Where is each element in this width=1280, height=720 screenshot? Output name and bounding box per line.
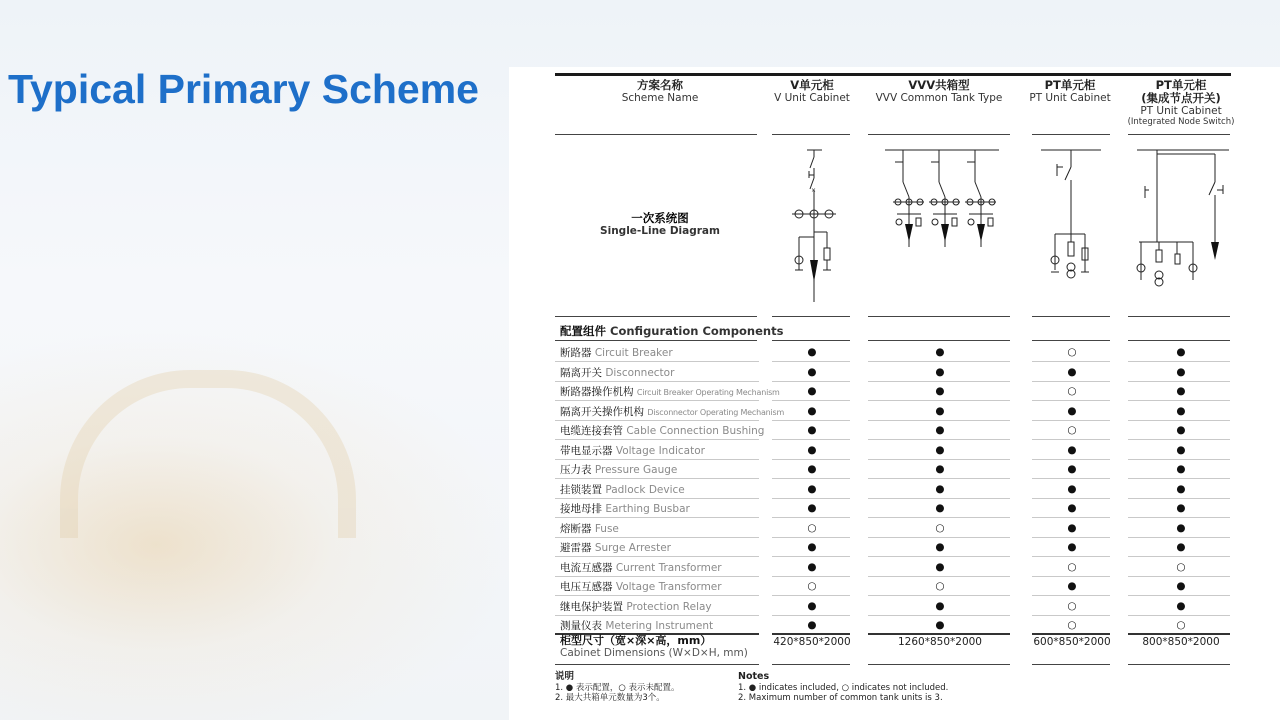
mark-col-4: ● [1176,580,1186,592]
table-row [509,362,1280,381]
row-separator [555,498,759,499]
config-heading-cn: 配置组件 [560,324,606,338]
dimension-value: 600*850*2000 [1033,636,1111,648]
svg-text:×: × [811,187,817,194]
row-separator [1128,439,1230,440]
mark-col-4: ● [1176,599,1186,612]
mark-col-1: ● [807,619,817,631]
notes-cn-item: 2. 最大共箱单元数量为3个。 [555,693,665,703]
notes-cn-item: 1. ● 表示配置，○ 表示未配置。 [555,683,680,693]
mark-col-2: ● [935,385,945,397]
notes-en-item: 1. ● indicates included, ○ indicates not included. [738,683,949,693]
header-col-v-unit [767,79,857,104]
row-label-cn: 熔断器 [560,522,592,535]
mark-col-1: ● [807,385,817,397]
mark-col-2: ● [935,424,945,436]
row-separator [868,517,1010,518]
row-label [560,423,764,438]
table-row [509,537,1280,556]
table-row [509,440,1280,459]
header-col-en: V Unit Cabinet [774,92,850,104]
row-separator [772,576,850,577]
mark-col-3: ● [1067,541,1077,553]
row-separator [868,537,1010,538]
row-label-en: Voltage Transformer [615,581,722,593]
row-label-en: Earthing Busbar [605,503,690,515]
header-scheme-name-cn: 方案名称 [637,78,683,92]
header-underline [1032,134,1110,135]
mark-col-4: ● [1176,404,1186,417]
table-row [509,479,1280,498]
row-separator [555,478,759,479]
mark-col-3: ○ [1067,346,1077,358]
row-label-cn: 电流互感器 [560,561,613,574]
row-label-cn: 接地母排 [560,503,602,515]
mark-col-3: ● [1067,521,1077,534]
row-label-cn: 继电保护装置 [560,600,623,613]
row-separator [868,361,1010,362]
mark-col-1: ● [807,463,817,475]
row-label [560,462,677,477]
row-separator [772,381,850,382]
mark-col-3: ● [1067,580,1077,592]
row-separator [1128,576,1230,577]
row-label-cn: 断路器 [560,347,592,359]
dimensions-underline [1128,664,1230,665]
header-col-en: PT Unit Cabinet [1029,92,1111,104]
config-heading-en: Configuration Components [610,324,784,338]
mark-col-1: ● [807,599,817,612]
notes-en [738,672,948,703]
header-underline [772,134,850,135]
mark-col-2: ● [935,619,945,631]
row-separator [1128,381,1230,382]
row-separator [555,517,759,518]
row-separator [868,498,1010,499]
row-label-cn: 电压互感器 [560,581,613,593]
row-label [560,540,671,555]
mark-col-2: ○ [935,580,945,592]
row-label [560,560,722,575]
row-label-en: Pressure Gauge [594,464,678,476]
mark-col-1: ● [807,541,817,553]
row-separator [772,517,850,518]
row-separator [772,439,850,440]
mark-col-1: ● [807,404,817,417]
single-line-diagram-label [555,211,765,237]
row-label [560,443,705,458]
table-row [509,342,1280,361]
row-separator [1128,615,1230,616]
row-separator [772,400,850,401]
row-separator [555,556,759,557]
row-label-cn: 隔离开关操作机构 [560,405,644,418]
row-label-cn: 断路器操作机构 [560,386,634,398]
diagram-underline [555,316,757,317]
dimensions-label-en: Cabinet Dimensions (W×D×H, mm) [560,647,748,659]
mark-col-4: ○ [1176,560,1186,573]
row-separator [1128,556,1230,557]
row-label-cn: 带电显示器 [560,444,613,457]
header-scheme-name [555,79,765,104]
config-underline [772,340,850,341]
row-label [560,404,784,419]
table-row [509,557,1280,576]
row-separator [1032,498,1110,499]
table-row [509,576,1280,595]
row-separator [1032,517,1110,518]
row-separator [772,595,850,596]
page-title: Typical Primary Scheme [8,66,479,112]
row-separator [1128,459,1230,460]
mark-col-4: ● [1176,365,1186,378]
mark-col-3: ○ [1067,385,1077,397]
row-label [560,618,713,633]
row-separator [555,595,759,596]
mark-col-3: ● [1067,365,1077,378]
row-separator [555,459,759,460]
dimensions-underline [868,664,1010,665]
row-separator [555,400,759,401]
mark-col-4: ● [1176,424,1186,436]
row-separator [555,420,759,421]
row-label [560,345,673,360]
mark-col-2: ● [935,482,945,495]
notes-cn [555,672,680,703]
row-separator [1032,361,1110,362]
row-separator [868,459,1010,460]
mark-col-3: ○ [1067,599,1077,612]
row-label-en: Protection Relay [626,600,712,613]
row-label-cn: 避雷器 [560,542,592,554]
config-underline [1032,340,1110,341]
mark-col-2: ● [935,599,945,612]
config-underline [555,340,757,341]
row-separator [555,381,759,382]
sld-label-cn: 一次系统图 [631,211,689,225]
row-separator [1032,400,1110,401]
row-separator [555,615,759,616]
row-label [560,599,712,614]
row-separator [772,537,850,538]
row-separator [772,498,850,499]
mark-col-1: ● [807,482,817,495]
row-separator [1032,478,1110,479]
row-label-cn: 隔离开关 [560,366,602,379]
dimensions-underline [772,664,850,665]
mark-col-1: ● [807,443,817,456]
diagram-underline [772,316,850,317]
row-label-en: Metering Instrument [605,620,714,632]
header-underline [555,134,757,135]
notes-en-title: Notes [738,671,770,682]
mark-col-1: ● [807,365,817,378]
row-label-en: Circuit Breaker [594,347,673,359]
row-separator [772,459,850,460]
mark-col-1: ○ [807,521,817,534]
header-col-cn: V单元柜 [790,78,834,92]
mark-col-3: ● [1067,463,1077,475]
row-label [560,365,674,380]
row-label [560,384,780,399]
pt-unit-diagram [1035,142,1107,314]
table-row [509,381,1280,400]
row-label [560,521,619,536]
mark-col-2: ● [935,541,945,553]
row-separator [868,381,1010,382]
dimension-value: 1260*850*2000 [898,636,982,648]
mark-col-4: ● [1176,443,1186,456]
mark-col-3: ● [1067,404,1077,417]
diagram-underline [868,316,1010,317]
dimensions-underline [1032,664,1110,665]
row-separator [1128,420,1230,421]
header-underline [868,134,1010,135]
header-col-en: VVV Common Tank Type [875,92,1003,104]
row-separator [868,400,1010,401]
table-row [509,518,1280,537]
row-label-cn: 挂锁装置 [560,483,602,496]
row-separator [1128,537,1230,538]
dimension-value: 800*850*2000 [1142,636,1220,648]
notes-cn-title: 说明 [555,671,575,682]
mark-col-3: ○ [1067,560,1077,573]
mark-col-3: ○ [1067,619,1077,631]
table-top-rule [555,73,1231,76]
row-label-cn: 电缆连接套管 [560,425,623,437]
mark-col-4: ● [1176,385,1186,397]
mark-col-3: ● [1067,502,1077,514]
table-row [509,596,1280,615]
mark-col-3: ● [1067,443,1077,456]
mark-col-2: ● [935,502,945,514]
row-separator [772,420,850,421]
header-col-cn: PT单元柜 (集成节点开关) [1141,78,1221,105]
mark-col-4: ● [1176,521,1186,534]
config-underline [868,340,1010,341]
table-row [509,498,1280,517]
row-label-en: Circuit Breaker Operating Mechanism [636,388,780,397]
cabinet-dimensions-row [509,634,1280,662]
row-label-en: Voltage Indicator [615,444,705,457]
row-label-en: Disconnector Operating Mechanism [647,407,785,417]
diagram-underline [1032,316,1110,317]
header-col-pt-node [1125,79,1237,128]
header-col-vvv [867,79,1011,104]
dimensions-label-cn: 柜型尺寸（宽×深×高，mm） [560,634,712,647]
table-row [509,401,1280,420]
row-separator [868,615,1010,616]
mark-col-4: ● [1176,482,1186,495]
mark-col-2: ○ [935,521,945,534]
row-separator [868,556,1010,557]
mark-col-2: ● [935,346,945,358]
mark-col-3: ○ [1067,424,1077,436]
mark-col-1: ● [807,560,817,573]
dimension-value: 420*850*2000 [773,636,851,648]
mark-col-1: ● [807,424,817,436]
row-label-en: Current Transformer [615,561,722,574]
row-separator [772,615,850,616]
row-separator [555,439,759,440]
header-col-cn: VVV共箱型 [908,78,970,92]
config-underline [1128,340,1230,341]
dimensions-label [560,634,748,660]
header-underline [1128,134,1230,135]
row-separator [1032,381,1110,382]
row-separator [772,556,850,557]
mark-col-1: ○ [807,580,817,592]
mark-col-4: ● [1176,346,1186,358]
row-separator [772,478,850,479]
mark-col-1: ● [807,502,817,514]
row-separator [1032,459,1110,460]
row-separator [868,595,1010,596]
row-label [560,482,685,497]
header-col-en: PT Unit Cabinet [1140,105,1222,117]
row-separator [1032,537,1110,538]
v-unit-diagram [777,142,847,314]
row-separator [555,361,759,362]
row-separator [555,537,759,538]
row-label-cn: 测量仪表 [560,620,602,632]
config-components-heading [560,323,783,339]
row-separator [868,478,1010,479]
row-label-cn: 压力表 [560,464,592,476]
table-row [509,615,1280,634]
row-separator [1128,517,1230,518]
row-separator [868,576,1010,577]
scheme-table-sheet [509,67,1280,720]
row-separator [1032,439,1110,440]
mark-col-4: ● [1176,502,1186,514]
row-separator [1128,361,1230,362]
row-separator [1032,615,1110,616]
notes-en-item: 2. Maximum number of common tank units is 3. [738,693,943,703]
header-scheme-name-en: Scheme Name [621,92,699,104]
row-label [560,501,690,516]
sld-label-en: Single-Line Diagram [600,225,720,237]
mark-col-4: ○ [1176,619,1186,631]
row-label-en: Disconnector [605,366,675,379]
mark-col-3: ● [1067,482,1077,495]
row-label-en: Surge Arrester [594,542,671,554]
row-separator [868,439,1010,440]
mark-col-1: ● [807,346,817,358]
header-col-cn: PT单元柜 [1044,78,1096,92]
row-separator [1032,595,1110,596]
mark-col-2: ● [935,560,945,573]
mark-col-4: ● [1176,463,1186,475]
mark-col-4: ● [1176,541,1186,553]
mark-col-2: ● [935,404,945,417]
dimensions-underline [555,664,759,665]
table-row [509,420,1280,439]
header-col-pt-unit [1025,79,1115,104]
row-separator [1128,400,1230,401]
row-label [560,579,722,594]
header-col-en2: (Integrated Node Switch) [1127,117,1235,127]
row-separator [1032,420,1110,421]
mark-col-2: ● [935,443,945,456]
vvv-diagram [875,142,1005,314]
row-separator [1128,478,1230,479]
mark-col-2: ● [935,365,945,378]
row-separator [868,420,1010,421]
pt-node-diagram [1133,142,1233,314]
row-separator [1128,595,1230,596]
mark-col-2: ● [935,463,945,475]
row-label-en: Padlock Device [605,483,685,496]
table-row [509,459,1280,478]
diagram-underline [1128,316,1230,317]
row-label-en: Cable Connection Bushing [626,425,765,437]
row-label-en: Fuse [594,522,619,535]
row-separator [772,361,850,362]
row-separator [1032,576,1110,577]
row-separator [555,576,759,577]
row-separator [1032,556,1110,557]
row-separator [1128,498,1230,499]
